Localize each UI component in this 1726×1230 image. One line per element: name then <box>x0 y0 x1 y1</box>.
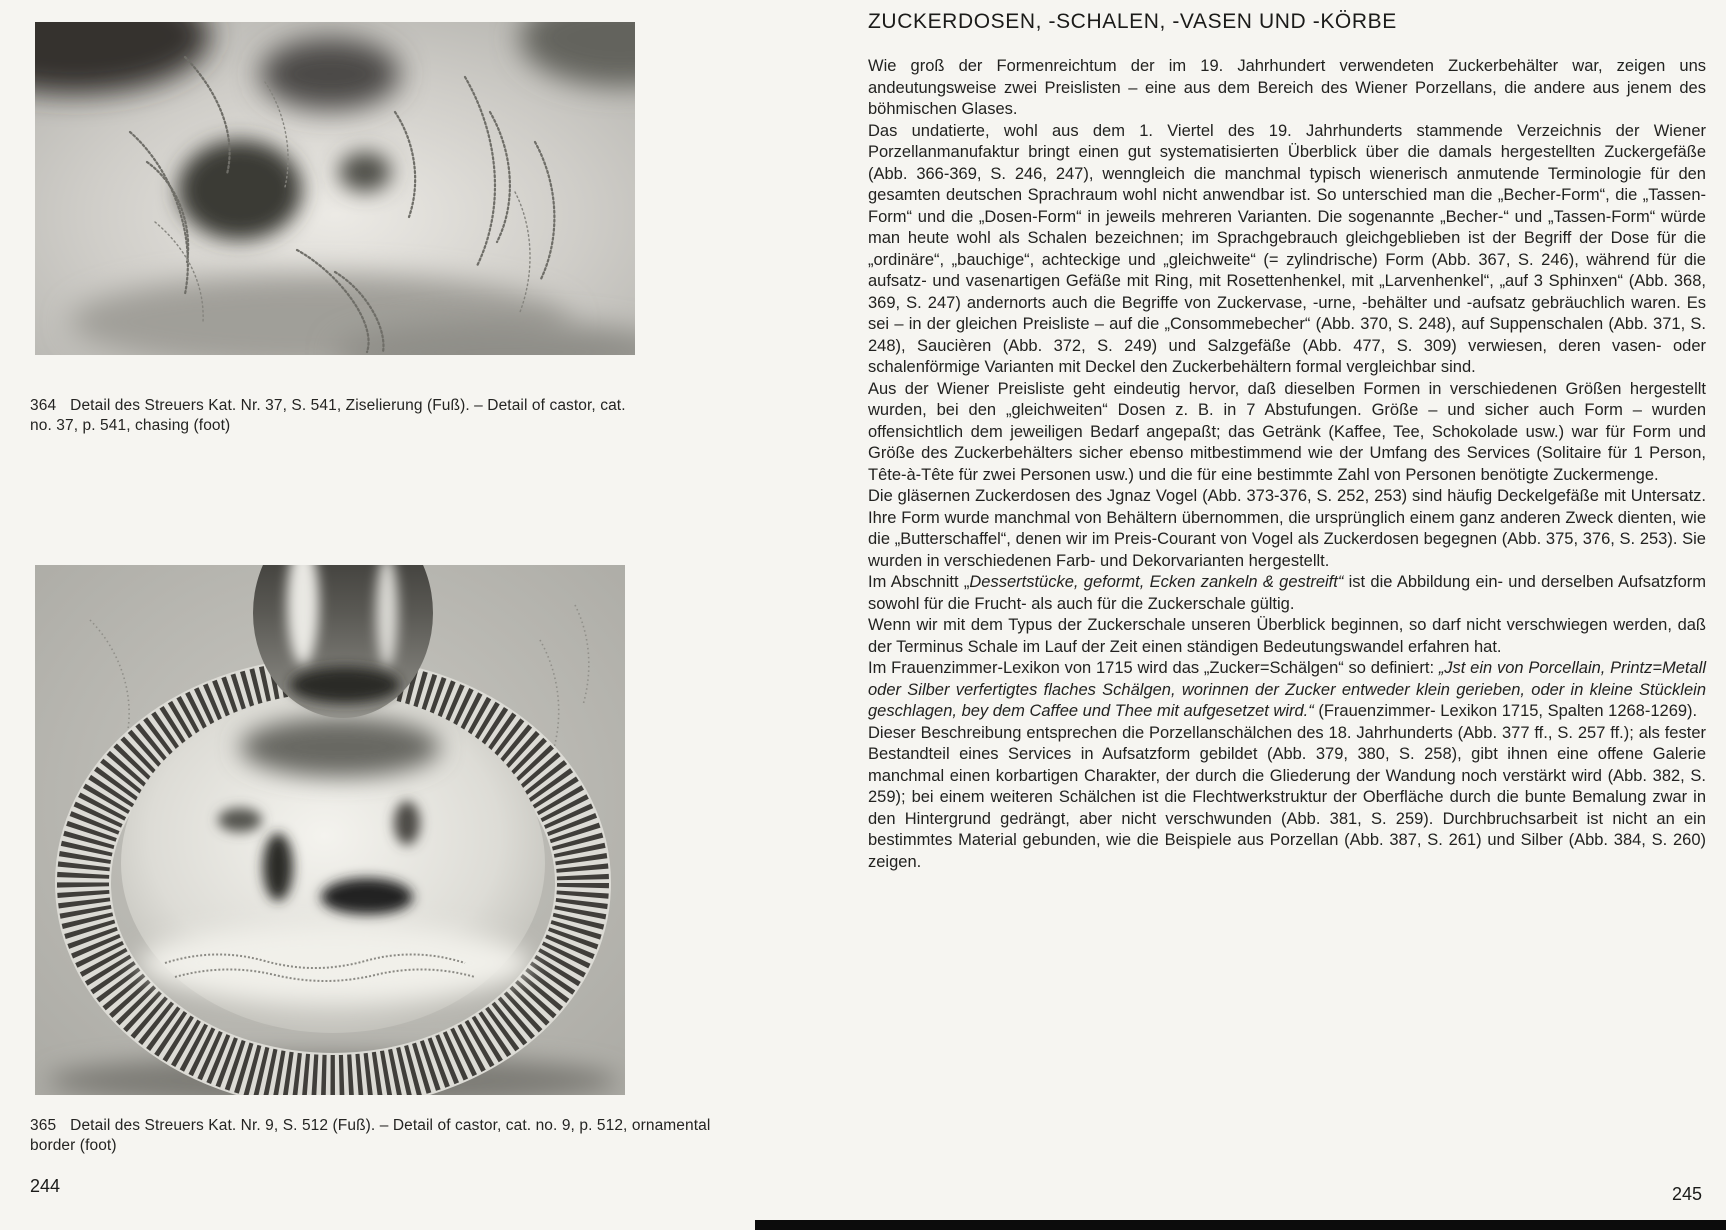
article-body <box>868 56 1706 873</box>
paragraph-run: Das undatierte, wohl aus dem 1. Viertel des 19. Jahrhunderts stammende Verzeichnis der Wiener Porzellanmanufaktur bringt einen gut systematisierten Überblick über die damals hergestellten Zuckergefäße (Abb. 366-369, S. 246, 247), wenngleich die manchmal typisch wienerisch anmutende Terminologie für den gesamten deutschen Sprachraum wohl nicht anwendbar ist. So unterschied man die „Becher-Form“, die „Tassen-Form“ und die „Dosen-Form“ in jeweils mehreren Varianten. Die sogenannte „Becher-“ und „Tassen-Form“ würde man heute wohl als Schalen bezeichnen; im Sprachgebrauch gleichgeblieben ist der Begriff der Dose für die „ordinäre“, „bauchige“, achteckige und „gleichweite“ (= zylindrische) Form (Abb. 367, S. 246), während für die aufsatz- und vasenartigen Gefäße mit Ring, mit Rosettenhenkel, mit „Larvenhenkel“, „auf 3 Sphinxen“ (Abb. 368, 369, S. 247) andernorts auch die Begriffe von Zuckervase, -urne, -behälter und -aufsatz gebräuchlich waren. Es sei – in der gleichen Preisliste – auf die „Consommebecher“ (Abb. 370, S. 248), auf Suppenschalen (Abb. 371, S. 248), Saucièren (Abb. 372, S. 249) und Salzgefäße (Abb. 477, S. 309) verwiesen, deren vasen- oder schalenförmige Varianten mit Deckel den Zuckerbehältern formal vergleichbar sind. <box>868 121 1706 376</box>
paragraph <box>868 486 1706 572</box>
paragraph <box>868 723 1706 874</box>
photo-364-castor-foot-chasing <box>35 22 635 355</box>
paragraph-run: Im Frauenzimmer-Lexikon von 1715 wird das „Zucker=Schälgen“ so definiert: <box>868 659 1439 677</box>
figure-364-caption <box>30 396 648 436</box>
scan-edge-artifact <box>755 1220 1726 1230</box>
paragraph <box>868 658 1706 723</box>
paragraph <box>868 572 1706 615</box>
paragraph-run-italic: „Jst ein von Porcellain, Printz=Metall oder Silber verfertigtes flaches Schälgen, worinnen der Zucker entweder klein gerieben, oder in kleine Stücklein geschlagen, bey dem Caffee und Thee mit aufgesetzet wird.“ <box>868 659 1706 720</box>
paragraph <box>868 379 1706 487</box>
page-number-244: 244 <box>30 1176 61 1196</box>
paragraph <box>868 121 1706 379</box>
figure-364-caption-text: Detail des Streuers Kat. Nr. 37, S. 541, Ziselierung (Fuß). – Detail of castor, cat. no. 37, p. 541, chasing (foot) <box>30 397 626 434</box>
chapter-heading: ZUCKERDOSEN, -SCHALEN, -VASEN UND -KÖRBE <box>868 10 1397 33</box>
photo-365-castor-foot-fluted-border <box>35 565 625 1095</box>
paragraph-run: Dieser Beschreibung entsprechen die Porzellanschälchen des 18. Jahrhunderts (Abb. 377 ff., S. 257 ff.); als fester Bestandteil eines Services in Aufsatzform gebildet (Abb. 379, 380, S. 258), gibt ihnen eine offene Galerie manchmal einen korbartigen Charakter, der durch die Gliederung der Wandung noch verstärkt wird (Abb. 382, S. 259); bei einem weiteren Schälchen ist die Flechtwerkstruktur der Oberfläche durch die bunte Bemalung zwar in den Hintergrund gedrängt, aber nicht verschwunden (Abb. 381, S. 259). Durchbruchsarbeit ist nicht an ein bestimmtes Material gebunden, wie die Beispiele aus Porzellan (Abb. 387, S. 261) und Silber (Abb. 384, S. 260) zeigen. <box>868 723 1706 871</box>
paragraph-run: Die gläsernen Zuckerdosen des Jgnaz Vogel (Abb. 373-376, S. 252, 253) sind häufig Deckelgefäße mit Untersatz. Ihre Form wurde manchmal von Behältern übernommen, die ursprünglich einem ganz anderen Zweck dienten, wie die „Butterschaffel“, denen wir im Preis-Courant von Vogel als Zuckerdosen begegnen (Abb. 375, 376, S. 253). Sie wurden in verschiedenen Farb- und Dekorvarianten hergestellt. <box>868 487 1706 570</box>
paragraph-run: Im Abschnitt „ <box>868 573 970 591</box>
figure-365-number: 365 <box>30 1117 57 1134</box>
paragraph <box>868 56 1706 121</box>
figure-364-number: 364 <box>30 397 57 414</box>
paragraph-run: (Frauenzimmer- Lexikon 1715, Spalten 1268-1269). <box>1313 702 1698 720</box>
paragraph-run: Wie groß der Formenreichtum der im 19. Jahrhundert verwendeten Zuckerbehälter war, zeigen uns andeutungsweise zwei Preislisten – eine aus dem Bereich des Wiener Porzellans, die andere aus jenem des böhmischen Glases. <box>868 57 1706 118</box>
paragraph <box>868 615 1706 658</box>
paragraph-run: Aus der Wiener Preisliste geht eindeutig hervor, daß dieselben Formen in verschiedenen Größen hergestellt wurden, bei den „gleichweiten“ Dosen z. B. in 7 Abstufungen. Größe – und sicher auch Form – wurden offensichtlich dem jeweiligen Bedarf angepaßt; das Getränk (Kaffee, Tee, Schokolade usw.) war für Form und Größe des Zuckerbehälters sicher ebenso mitbestimmend wie der Umfang des Services (Solitaire für 1 Person, Tête-à-Tête für zwei Personen usw.) und die für eine bestimmte Zahl von Personen benötigte Zuckermenge. <box>868 379 1706 484</box>
figure-365-caption-text: Detail des Streuers Kat. Nr. 9, S. 512 (Fuß). – Detail of castor, cat. no. 9, p. 512, ornamental border (foot) <box>30 1117 711 1154</box>
paragraph-run: Wenn wir mit dem Typus der Zuckerschale unseren Überblick beginnen, so darf nicht verschwiegen werden, daß der Terminus Schale im Lauf der Zeit einen ständigen Bedeutungswandel erfahren hat. <box>868 616 1706 656</box>
paragraph-run: ist die Abbildung ein- und derselben Aufsatzform sowohl für die Frucht- als auch für die Zuckerschale gültig. <box>868 573 1706 613</box>
page-number-245: 245 <box>1672 1184 1703 1204</box>
paragraph-run-italic: Dessertstücke, geformt, Ecken zankeln & gestreift“ <box>969 573 1344 591</box>
figure-365-caption <box>30 1116 720 1156</box>
